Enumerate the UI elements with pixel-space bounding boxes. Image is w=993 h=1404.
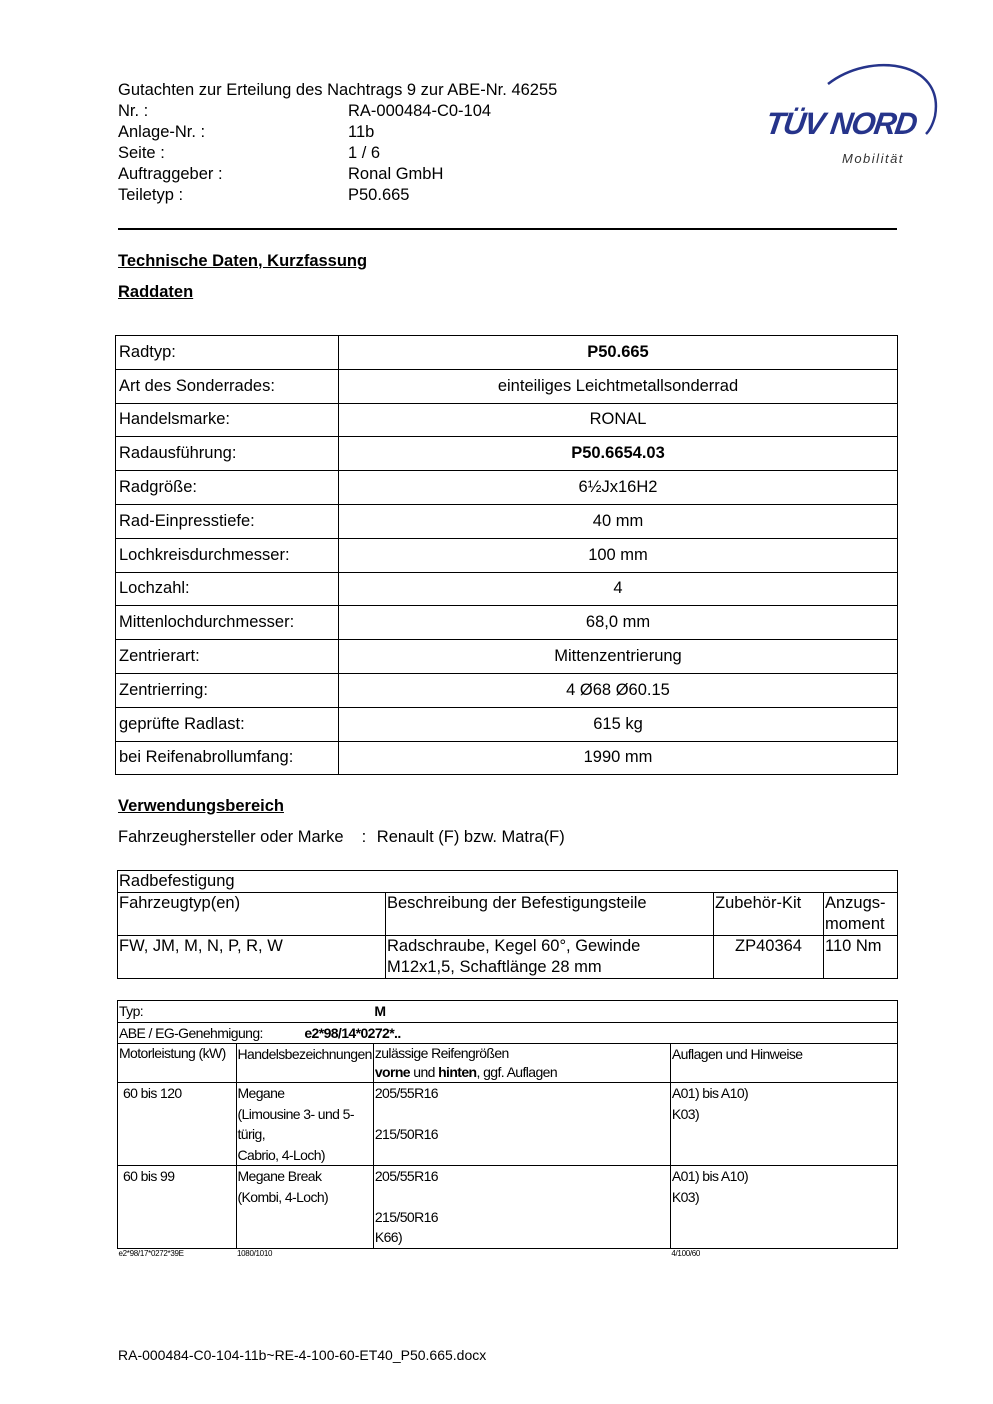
raddaten-value: 68,0 mm xyxy=(339,606,898,640)
befestigung-header-types: Fahrzeugtyp(en) xyxy=(118,893,386,936)
raddaten-row xyxy=(116,336,898,370)
raddaten-label: Radgröße: xyxy=(116,471,339,505)
raddaten-label: Lochzahl: xyxy=(116,572,339,606)
header-value: RA-000484-C0-104 xyxy=(348,102,492,120)
header-row xyxy=(118,101,557,122)
footer-filename: RA-000484-C0-104-11b~RE-4-100-60-ET40_P50.665.docx xyxy=(118,1347,487,1363)
row1-tire-2: 215/50R16 xyxy=(374,1125,438,1142)
abe-value: e2*98/14*0272*.. xyxy=(304,1024,401,1041)
header-value: P50.665 xyxy=(348,186,410,204)
row2-auflagen xyxy=(670,1166,897,1249)
befestigung-types: FW, JM, M, N, P, R, W xyxy=(118,936,386,979)
row1-auflagen-1: A01) bis A10) xyxy=(671,1085,749,1101)
befestigung-torque: 110 Nm xyxy=(824,936,898,979)
header-auflagen: Auflagen und Hinweise xyxy=(670,1044,897,1083)
footnote-c: 4/100/60 xyxy=(671,1248,701,1258)
raddaten-label: geprüfte Radlast: xyxy=(116,707,339,741)
raddaten-row xyxy=(116,403,898,437)
befestigung-desc-line1: Radschraube, Kegel 60°, Gewinde xyxy=(387,937,641,955)
raddaten-row xyxy=(116,369,898,403)
header-title: Gutachten zur Erteilung des Nachtrags 9 zur ABE-Nr. 46255 xyxy=(118,81,558,99)
raddaten-label: Lochkreisdurchmesser: xyxy=(116,538,339,572)
header-row xyxy=(118,185,557,206)
row2-handel-1: Megane Break xyxy=(237,1168,322,1184)
raddaten-row xyxy=(116,707,898,741)
raddaten-value: 6½Jx16H2 xyxy=(339,471,898,505)
row2-handel-2: (Kombi, 4-Loch) xyxy=(237,1188,329,1205)
raddaten-table xyxy=(115,335,898,775)
raddaten-label: Zentrierart: xyxy=(116,640,339,674)
header-value: 1 / 6 xyxy=(348,144,381,162)
row1-handel-1: Megane xyxy=(237,1085,285,1101)
header-reifen-line2 xyxy=(375,1063,669,1082)
row1-auflagen xyxy=(670,1083,897,1166)
row1-motor: 60 bis 120 xyxy=(118,1083,237,1166)
raddaten-label: bei Reifenabrollumfang: xyxy=(116,741,339,775)
row2-motor: 60 bis 99 xyxy=(118,1166,237,1249)
raddaten-label: Zentrierring: xyxy=(116,673,339,707)
header-handel: Handelsbezeichnungen xyxy=(236,1044,373,1083)
section-technical-heading: Technische Daten, Kurzfassung xyxy=(118,252,368,270)
row2-tire-1: 205/55R16 xyxy=(374,1168,438,1184)
raddaten-row xyxy=(116,741,898,775)
befestigung-desc xyxy=(386,936,714,979)
row2-tires xyxy=(373,1166,670,1249)
row1-tire-1: 205/55R16 xyxy=(374,1085,438,1101)
row2-auflagen-2: K03) xyxy=(671,1188,700,1205)
row2-auflagen-1: A01) bis A10) xyxy=(671,1168,749,1184)
raddaten-value: 615 kg xyxy=(339,707,898,741)
tuv-nord-logo xyxy=(760,56,950,176)
footnote-a: e2*98/17*0272*39E xyxy=(118,1248,184,1258)
raddaten-value: P50.6654.03 xyxy=(339,437,898,471)
header-reifen-line1: zulässige Reifengrößen xyxy=(374,1045,509,1061)
row1-auflagen-2: K03) xyxy=(671,1105,700,1122)
raddaten-value: 4 xyxy=(339,572,898,606)
befestigung-desc-line2: M12x1,5, Schaftlänge 28 mm xyxy=(387,958,602,976)
raddaten-value: 4 Ø68 Ø60.15 xyxy=(339,673,898,707)
header-reifen-vorne: vorne xyxy=(374,1064,410,1080)
raddaten-label: Art des Sonderrades: xyxy=(116,369,339,403)
befestigung-header-torque: Anzugs-moment xyxy=(824,893,898,936)
raddaten-row xyxy=(116,572,898,606)
raddaten-value: P50.665 xyxy=(339,336,898,370)
header-label: Nr. : xyxy=(118,102,149,120)
header-divider xyxy=(118,228,897,230)
raddaten-value: 100 mm xyxy=(339,538,898,572)
section-raddaten-heading: Raddaten xyxy=(118,283,194,301)
typ-label: Typ: xyxy=(118,1001,237,1023)
header-row xyxy=(118,143,557,164)
header-value: Ronal GmbH xyxy=(348,165,444,183)
logo-subtitle: Mobilität xyxy=(842,151,904,166)
raddaten-label: Radtyp: xyxy=(116,336,339,370)
raddaten-value: 40 mm xyxy=(339,504,898,538)
header-value: 11b xyxy=(348,123,375,141)
typ-value: M xyxy=(373,1001,897,1023)
raddaten-label: Mittenlochdurchmesser: xyxy=(116,606,339,640)
header-reifen-und: und xyxy=(409,1064,439,1080)
row2-tire-2: 215/50R16 xyxy=(374,1208,438,1225)
row1-handel xyxy=(236,1083,373,1166)
raddaten-row xyxy=(116,606,898,640)
befestigung-table xyxy=(117,870,898,979)
footnote-b: 1080/1010 xyxy=(237,1248,273,1258)
befestigung-kit: ZP40364 xyxy=(714,936,824,979)
manufacturer-line xyxy=(118,828,565,847)
row1-tires xyxy=(373,1083,670,1166)
header-reifen xyxy=(373,1044,670,1083)
row1-handel-3: Cabrio, 4-Loch) xyxy=(237,1146,325,1163)
raddaten-row xyxy=(116,504,898,538)
header-label: Anlage-Nr. : xyxy=(118,123,206,141)
header-label: Teiletyp : xyxy=(118,186,184,204)
raddaten-value: RONAL xyxy=(339,403,898,437)
raddaten-row xyxy=(116,673,898,707)
header-label: Seite : xyxy=(118,144,165,162)
raddaten-row xyxy=(116,640,898,674)
logo-text: TÜV NORD xyxy=(763,106,919,141)
raddaten-label: Radausführung: xyxy=(116,437,339,471)
document-header xyxy=(118,80,557,206)
raddaten-value: einteiliges Leichtmetallsonderrad xyxy=(339,369,898,403)
raddaten-row xyxy=(116,471,898,505)
befestigung-header-desc: Beschreibung der Befestigungsteile xyxy=(386,893,714,936)
raddaten-row xyxy=(116,538,898,572)
row2-tire-3: K66) xyxy=(374,1229,403,1245)
befestigung-title: Radbefestigung xyxy=(118,871,898,893)
raddaten-label: Handelsmarke: xyxy=(116,403,339,437)
header-label: Auftraggeber : xyxy=(118,165,223,183)
row2-handel xyxy=(236,1166,373,1249)
header-row xyxy=(118,164,557,185)
manufacturer-label: Fahrzeughersteller oder Marke xyxy=(118,828,344,846)
raddaten-label: Rad-Einpresstiefe: xyxy=(116,504,339,538)
header-reifen-hinten: hinten xyxy=(438,1064,477,1080)
raddaten-value: 1990 mm xyxy=(339,741,898,775)
section-verwendung-heading: Verwendungsbereich xyxy=(118,797,284,815)
header-reifen-rest: , ggf. Auflagen xyxy=(476,1064,558,1080)
manufacturer-value: Renault (F) bzw. Matra(F) xyxy=(376,828,565,846)
abe-label: ABE / EG-Genehmigung: xyxy=(118,1022,374,1044)
typ-table xyxy=(117,1000,898,1259)
manufacturer-sep: : xyxy=(361,828,367,846)
header-motor: Motorleistung (kW) xyxy=(118,1044,237,1083)
befestigung-header-kit: Zubehör-Kit xyxy=(714,893,824,936)
header-row xyxy=(118,122,557,143)
raddaten-value: Mittenzentrierung xyxy=(339,640,898,674)
raddaten-row xyxy=(116,437,898,471)
row1-handel-2: (Limousine 3- und 5-türig, xyxy=(237,1105,354,1142)
